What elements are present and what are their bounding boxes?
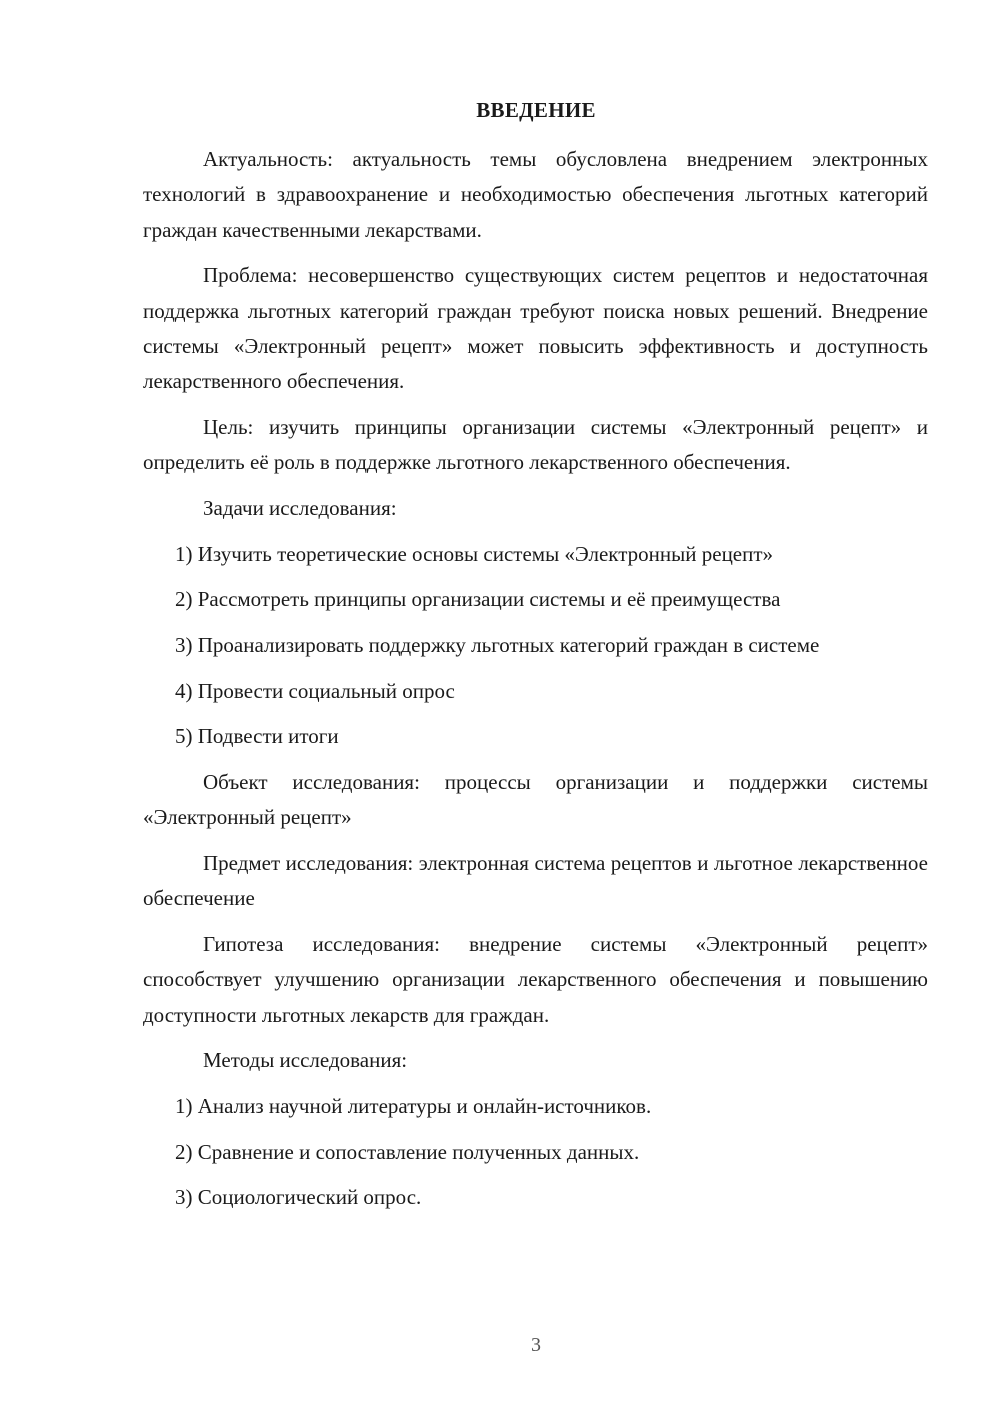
task-item-3: 3) Проанализировать поддержку льготных категорий граждан в системе bbox=[175, 632, 820, 657]
goal-paragraph: Цель: изучить принципы организации системы «Электронный рецепт» и определить её роль в поддержке льготного лекарственного обеспечения. bbox=[143, 414, 928, 475]
task-item-2: 2) Рассмотреть принципы организации системы и её преимущества bbox=[175, 587, 781, 612]
task-item-4: 4) Провести социальный опрос bbox=[175, 678, 455, 703]
method-item-2: 2) Сравнение и сопоставление полученных данных. bbox=[175, 1139, 640, 1164]
subject-paragraph: Предмет исследования: электронная система рецептов и льготное лекарственное обеспечение bbox=[143, 850, 928, 911]
relevance-paragraph: Актуальность: актуальность темы обусловлена внедрением электронных технологий в здравоохранение и необходимостью обеспечения льготных категорий граждан качественными лекарствами. bbox=[143, 147, 928, 242]
methods-heading: Методы исследования: bbox=[203, 1048, 408, 1073]
tasks-heading: Задачи исследования: bbox=[203, 495, 397, 520]
problem-paragraph: Проблема: несовершенство существующих систем рецептов и недостаточная поддержка льготных категорий граждан требуют поиска новых решений. Внедрение системы «Электронный рецепт» может повысить эффективность и доступность лекарственного обеспечения. bbox=[143, 263, 928, 394]
object-paragraph: Объект исследования: процессы организации и поддержки системы «Электронный рецепт» bbox=[143, 769, 928, 830]
document-body bbox=[143, 142, 928, 1226]
method-item-3: 3) Социологический опрос. bbox=[175, 1185, 422, 1210]
task-item-5: 5) Подвести итоги bbox=[175, 724, 339, 749]
hypothesis-paragraph: Гипотеза исследования: внедрение системы «Электронный рецепт» способствует улучшению организации лекарственного обеспечения и повышению доступности льготных лекарств для граждан. bbox=[143, 931, 928, 1027]
task-item-1: 1) Изучить теоретические основы системы «Электронный рецепт» bbox=[175, 541, 774, 566]
page-number: 3 bbox=[531, 1334, 541, 1356]
section-title: ВВЕДЕНИЕ bbox=[476, 98, 596, 122]
method-item-1: 1) Анализ научной литературы и онлайн-источников. bbox=[175, 1093, 652, 1118]
